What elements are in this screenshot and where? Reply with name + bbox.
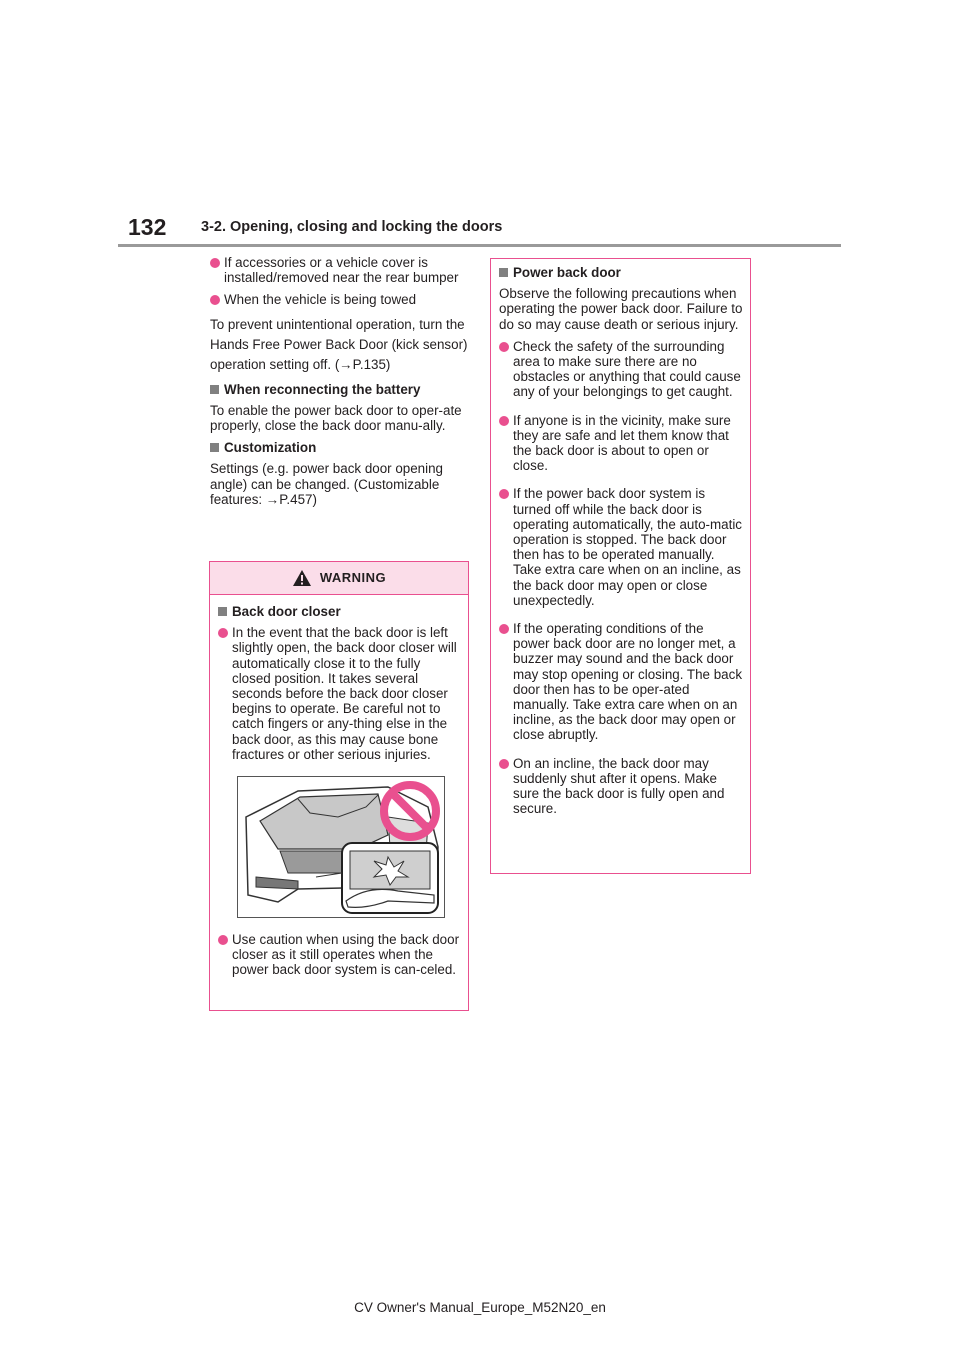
- square-bullet-icon: [499, 268, 508, 277]
- customization-paragraph: Settings (e.g. power back door opening angle) can be changed. (Customizable features: →P.457): [210, 461, 443, 507]
- power-back-door-intro: Observe the following precautions when operating the power back door. Failure to do so may cause death or serious injury.: [499, 286, 743, 332]
- bullet-text: When the vehicle is being towed: [224, 292, 417, 308]
- bullet-icon: [218, 935, 228, 945]
- bullet-icon: [210, 295, 220, 305]
- bullet-icon: [499, 489, 509, 499]
- footer-text: CV Owner's Manual_Europe_M52N20_en: [354, 1300, 606, 1315]
- bullet-icon: [499, 342, 509, 352]
- bullet-text: Use caution when using the back door closer as it still operates when the power back door system is can-celed.: [232, 932, 460, 978]
- left-column: [210, 255, 468, 514]
- list-item: [210, 255, 468, 285]
- square-bullet-icon: [218, 607, 227, 616]
- car-rear-illustration: [238, 777, 444, 917]
- page-number: 132: [128, 214, 167, 240]
- section-title: 3-2. Opening, closing and locking the doors: [201, 219, 503, 235]
- bullet-icon: [499, 759, 509, 769]
- bullet-text: In the event that the back door is left slightly open, the back door closer will automatically close it to the fully closed position. It takes several seconds before the back door closer begins to operate. Be careful not to catch fingers or any-thing else in the back door, as this may cause bone fractures or other serious injuries.: [232, 625, 457, 762]
- back-door-illustration: [237, 776, 445, 918]
- heading-text: Back door closer: [232, 604, 341, 619]
- bullet-text: If the power back door system is turned off while the back door is operating automatically, the auto-matic operation is stopped. The back door then has to be operated manually. Take extra care when on an incline, as the back door may open or close unexpectedly.: [513, 486, 743, 608]
- heading-text: When reconnecting the battery: [224, 381, 421, 397]
- customization-heading: [210, 440, 468, 455]
- heading-text: Power back door: [513, 265, 621, 280]
- list-item: [499, 621, 743, 743]
- bullet-text: If the operating conditions of the power back door are no longer met, a buzzer may sound and the back door may stop opening or closing. The back door then has to be oper-ated manually. Take extra care when on an incline, as the back door may open or close abruptly.: [513, 621, 743, 743]
- warning-triangle-icon: [292, 569, 312, 587]
- list-item: [218, 932, 461, 978]
- square-bullet-icon: [210, 443, 219, 452]
- list-item: [210, 292, 468, 307]
- list-item: [499, 339, 743, 400]
- bullet-text: If accessories or a vehicle cover is installed/removed near the rear bumper: [224, 255, 459, 286]
- power-back-door-box: [490, 258, 751, 874]
- prevent-paragraph: To prevent unintentional operation, turn the Hands Free Power Back Door (kick sensor) operation setting off. (→P.135): [210, 316, 468, 372]
- heading-text: Customization: [224, 440, 317, 456]
- power-back-door-body: [491, 259, 750, 817]
- power-back-door-heading: [499, 265, 743, 280]
- bullet-icon: [499, 416, 509, 426]
- list-item: [499, 486, 743, 608]
- list-item: [499, 413, 743, 474]
- warning-box: [209, 561, 469, 1011]
- warning-body: [210, 595, 468, 978]
- bullet-icon: [218, 628, 228, 638]
- bullet-text: Check the safety of the surrounding area to make sure there are no obstacles or anything that could cause any of your belongings to get caught.: [513, 338, 741, 400]
- square-bullet-icon: [210, 385, 219, 394]
- bullet-icon: [210, 258, 220, 268]
- list-item: [218, 625, 461, 762]
- bullet-text: On an incline, the back door may suddenly shut after it opens. Make sure the back door is fully open and secure.: [513, 755, 725, 817]
- bullet-icon: [499, 624, 509, 634]
- warning-title: WARNING: [319, 570, 387, 586]
- battery-heading: [210, 382, 468, 397]
- battery-paragraph: To enable the power back door to oper-ate properly, close the back door manu-ally.: [210, 402, 462, 434]
- warning-header: [210, 562, 468, 595]
- back-door-closer-heading: [218, 604, 461, 619]
- header-divider: [118, 244, 841, 247]
- bullet-text: If anyone is in the vicinity, make sure they are safe and let them know that the back door is about to open or close.: [513, 412, 731, 474]
- list-item: [499, 756, 743, 817]
